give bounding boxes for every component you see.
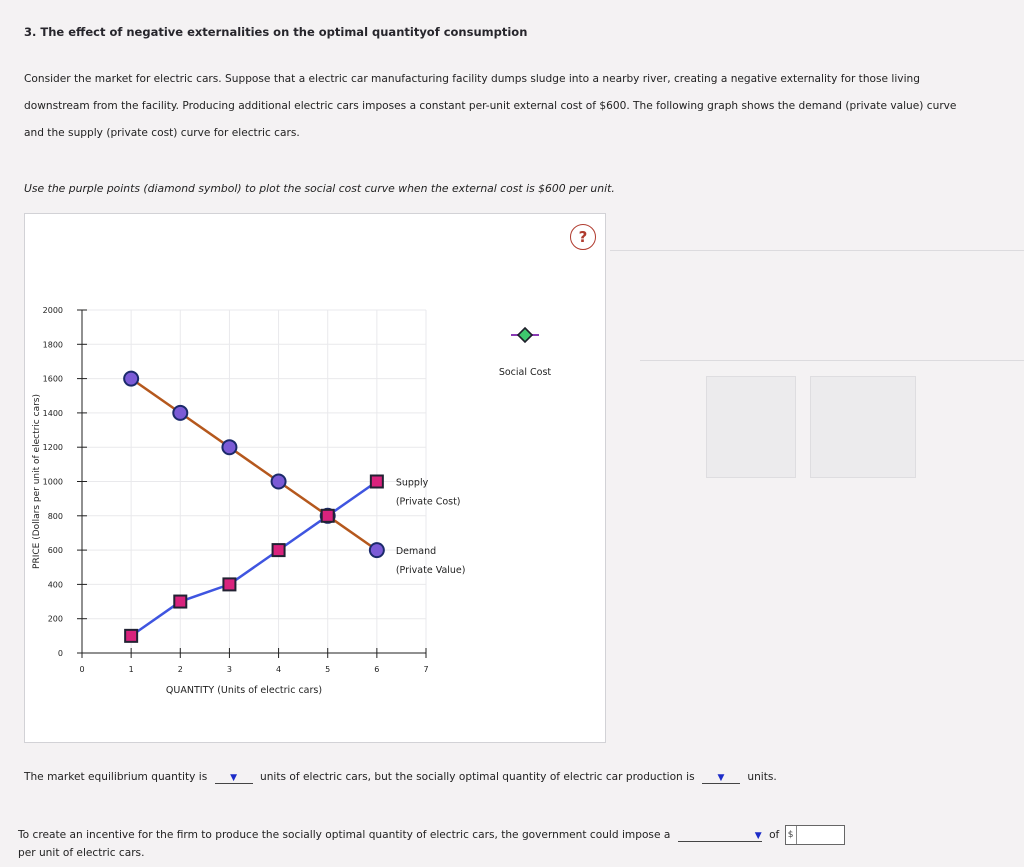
question-title: 3. The effect of negative externalities on the optimal quantityof consumption: [24, 25, 528, 39]
graph-panel: [24, 213, 606, 743]
x-tick-label: 1: [128, 665, 134, 674]
instruction-text: Use the purple points (diamond symbol) to plot the social cost curve when the external cost is $600 per unit.: [24, 182, 615, 195]
q2-text-1: To create an incentive for the firm to produce the socially optimal quantity of electric cars, the government could impose a: [18, 829, 671, 841]
drawing-tools: [499, 328, 552, 378]
optimal-quantity-dropdown[interactable]: ▼: [702, 773, 740, 784]
q1-text-2: units of electric cars, but the socially optimal quantity of electric car production is: [260, 771, 695, 783]
y-axis-title: PRICE (Dollars per unit of electric cars): [32, 394, 42, 569]
supply-curve-line: [131, 482, 377, 636]
supply-point: [371, 476, 383, 488]
q2-of-text: of: [769, 829, 780, 841]
y-tick-label: 1400: [42, 408, 63, 418]
y-tick-label: 600: [47, 546, 63, 556]
chart-series: [124, 372, 465, 642]
background-panel: [810, 376, 916, 478]
x-tick-label: 2: [177, 665, 183, 674]
y-tick-label: 1200: [42, 443, 63, 453]
supply-point: [125, 630, 137, 642]
supply-point: [322, 510, 334, 522]
demand-point: [124, 372, 138, 386]
policy-amount-input[interactable]: [785, 825, 845, 845]
demand-point: [272, 475, 286, 489]
chart-axes: [32, 306, 429, 696]
q1-text-3: units.: [747, 771, 777, 783]
demand-point: [222, 440, 236, 454]
y-tick-label: 0: [57, 649, 63, 658]
demand-point: [173, 406, 187, 420]
supply-label: Supply: [395, 477, 429, 489]
x-tick-label: 7: [423, 665, 429, 674]
x-tick-label: 5: [325, 665, 331, 674]
q1-text-1: The market equilibrium quantity is: [24, 771, 208, 783]
chart-svg: [25, 214, 605, 742]
background-divider: [640, 360, 1024, 361]
y-tick-label: 200: [47, 614, 63, 624]
x-tick-label: 4: [276, 665, 282, 674]
x-tick-label: 3: [226, 665, 232, 674]
background-panel: [706, 376, 796, 478]
social-cost-tool-label: Social Cost: [498, 367, 552, 378]
y-tick-label: 1000: [42, 477, 63, 487]
background-divider: [610, 250, 1024, 251]
y-tick-label: 800: [47, 511, 63, 521]
demand-curve-line: [131, 379, 377, 550]
demand-point: [370, 543, 384, 557]
help-icon[interactable]: ?: [570, 224, 596, 250]
q2-text-2: per unit of electric cars.: [18, 847, 145, 859]
dollar-sign: $: [786, 826, 797, 844]
supply-point: [223, 578, 235, 590]
social-cost-diamond-icon[interactable]: [518, 328, 532, 342]
x-tick-label: 0: [79, 665, 85, 674]
supply-point: [174, 596, 186, 608]
y-tick-label: 1600: [42, 374, 63, 384]
demand-label: Demand: [395, 546, 437, 558]
market-quantity-dropdown[interactable]: ▼: [215, 773, 253, 784]
y-tick-label: 1800: [42, 340, 63, 350]
y-tick-label: 400: [47, 580, 63, 590]
question-2: [18, 825, 845, 845]
demand-label: (Private Value): [395, 565, 466, 577]
question-1: [24, 771, 777, 784]
y-tick-label: 2000: [42, 306, 63, 315]
supply-label: (Private Cost): [395, 496, 461, 508]
policy-type-dropdown[interactable]: ▼: [678, 831, 762, 842]
supply-point: [273, 544, 285, 556]
x-tick-label: 6: [374, 665, 380, 674]
intro-paragraph: Consider the market for electric cars. Suppose that a electric car manufacturing facility dumps sludge into a nearby river, creating a negative externality for those living downstream from the facility. Producing additional electric cars imposes a constant per-unit external cost of $600. The following graph shows the demand (private value) curve and the supply (private cost) curve for electric cars.: [24, 73, 957, 139]
x-axis-title: QUANTITY (Units of electric cars): [165, 685, 323, 696]
